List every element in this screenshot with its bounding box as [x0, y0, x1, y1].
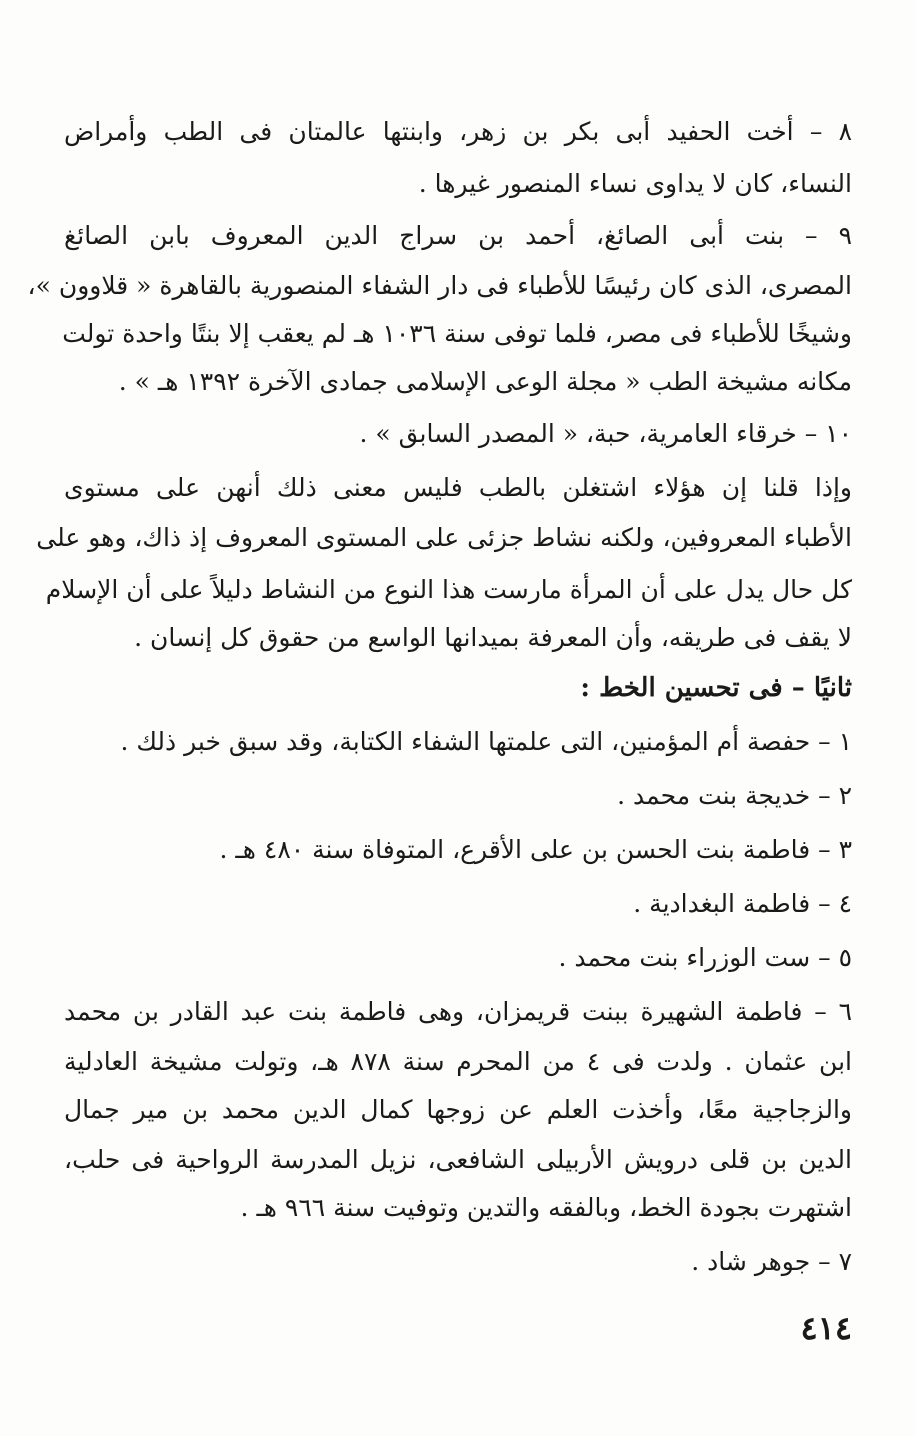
- text-line: لا يقف فى طريقه، وأن المعرفة بميدانها الواسع من حقوق كل إنسان .: [134, 623, 852, 652]
- text-line: النساء، كان لا يداوى نساء المنصور غيرها .: [418, 169, 852, 198]
- list-item: ١ – حفصة أم المؤمنين، التى علمتها الشفاء الكتابة، وقد سبق خبر ذلك .: [120, 727, 852, 756]
- text-line: اشتهرت بجودة الخط، وبالفقه والتدين وتوفيت سنة ٩٦٦ هـ .: [240, 1193, 852, 1222]
- page-number: ٤١٤: [800, 1309, 852, 1347]
- list-item: ٥ – ست الوزراء بنت محمد .: [558, 943, 852, 972]
- list-item: ٣ – فاطمة بنت الحسن بن على الأقرع، المتوفاة سنة ٤٨٠ هـ .: [219, 835, 852, 864]
- list-item: ٦ – فاطمة الشهيرة ببنت قريمزان، وهى فاطمة بنت عبد القادر بن محمد: [64, 997, 852, 1026]
- text-line: مكانه مشيخة الطب « مجلة الوعى الإسلامى جمادى الآخرة ١٣٩٢ هـ » .: [118, 367, 852, 396]
- text-line: ٩ – بنت أبى الصائغ، أحمد بن سراج الدين المعروف بابن الصائغ: [64, 221, 852, 250]
- text-line: ١٠ – خرقاء العامرية، حبة، « المصدر السابق » .: [359, 419, 852, 448]
- list-item: ٧ – جوهر شاد .: [691, 1247, 852, 1276]
- list-item: ٢ – خديجة بنت محمد .: [617, 781, 852, 810]
- text-line: كل حال يدل على أن المرأة مارست هذا النوع من النشاط دليلاً على أن الإسلام: [45, 575, 852, 604]
- text-line: ابن عثمان . ولدت فى ٤ من المحرم سنة ٨٧٨ هـ، وتولت مشيخة العادلية: [64, 1047, 852, 1076]
- section-heading: ثانيًا – فى تحسين الخط :: [580, 673, 852, 703]
- text-line: والزجاجية معًا، وأخذت العلم عن زوجها كمال الدين محمد بن مير جمال: [64, 1095, 852, 1124]
- text-line: ٨ – أخت الحفيد أبى بكر بن زهر، وابنتها عالمتان فى الطب وأمراض: [64, 117, 852, 146]
- text-line: المصرى، الذى كان رئيسًا للأطباء فى دار الشفاء المنصورية بالقاهرة « قلاوون »،: [27, 271, 852, 300]
- list-item: ٤ – فاطمة البغدادية .: [633, 889, 852, 918]
- text-line: وشيخًا للأطباء فى مصر، فلما توفى سنة ١٠٣٦ هـ لم يعقب إلا بنتًا واحدة تولت: [62, 319, 852, 348]
- text-line: وإذا قلنا إن هؤلاء اشتغلن بالطب فليس معنى ذلك أنهن على مستوى: [64, 473, 852, 502]
- text-line: الأطباء المعروفين، ولكنه نشاط جزئى على المستوى المعروف إذ ذاك، وهو على: [36, 523, 852, 552]
- text-line: الدين بن قلى درويش الأربيلى الشافعى، نزيل المدرسة الرواحية فى حلب،: [64, 1145, 852, 1174]
